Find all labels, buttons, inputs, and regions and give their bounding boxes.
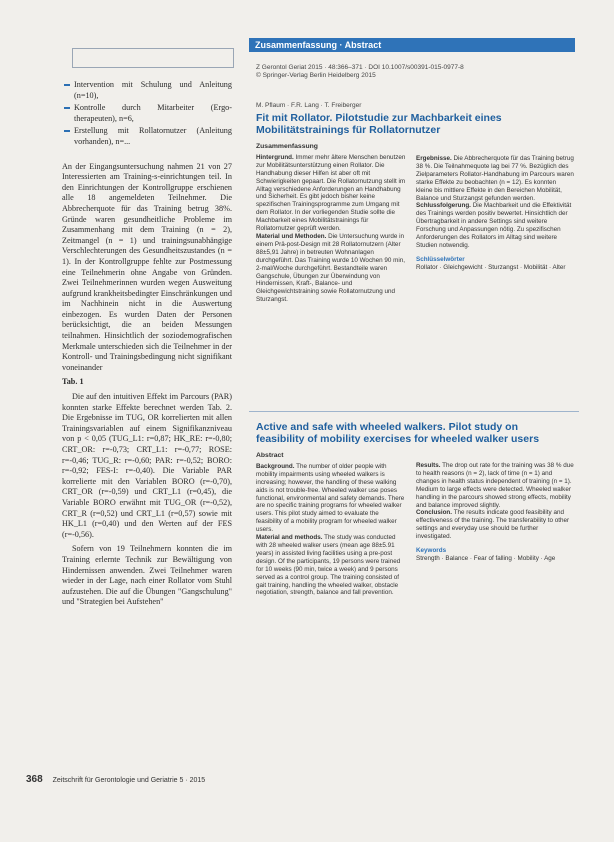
block-text: Die Abbrecherquote für das Training betrug 38 %. Die Teilnahmequote lag bei 77 %. Bezüglich des Zielparameters Rollator-Handhabung im Parcours waren starke Effekte zu beobachten (n = 12). Es konnten kleine bis mittlere Effekte in den Bereichen Mobilität, Balance und Sturzangst gefunden werden.	[416, 155, 574, 202]
section-divider	[249, 411, 579, 412]
block-label: Results.	[416, 462, 441, 469]
block-label: Conclusion.	[416, 509, 453, 517]
section-header-bar: Zusammenfassung · Abstract	[249, 38, 575, 52]
english-abstract-col2	[416, 462, 574, 563]
abstract-block	[256, 233, 406, 304]
block-text: The study was conducted with 28 wheeled walker users (mean age 88±5.91 years) in assisted living facilities using a pre-post design. Of the participants, 19 persons were trained for 10 weeks (90 min, twice a week) and 9 persons served as a control group. The training consisted of gait training, handling the wheeled walker, obstacle negotiation, strength, balance and fall prevention.	[256, 534, 401, 597]
empty-frame	[72, 48, 234, 68]
abstract-block	[416, 155, 574, 202]
german-abstract-col2	[416, 155, 574, 272]
table-reference: Tab. 1	[62, 377, 84, 387]
english-title: Active and safe with wheeled walkers. Pilot study on feasibility of mobility exercises for wheeled walker users	[256, 421, 540, 445]
abstract-block	[416, 462, 574, 509]
german-abstract-col1	[256, 143, 406, 304]
paragraph: Die auf den intuitiven Effekt im Parcours (PAR) konnten starke Effekte berechnet werden Tab. 2. Die Ergebnisse im TUG, OR korrelierten mit allen Trainingsvariablen auf einem Signifikanzniveau von p < 0,05 (TUG_L1: r=0,87; HK_RE: r=-0,80; CRT_OR: r=-0,73; CRT_L1: r=-0,77; ROSE: r=-0,46; TUG_R: r=-0,60; PAR: r=-0,52; BORO: r=-0,92; FES-I: r=-0,40). Die Variable PAR korrelierte mit den Variablen BORO (r=-0,70), CRT_OR (r=-0,59) und CRT_L1 (r=0,45), die Variable BORO erwähnt mit TUG_OR (r=-0,52), CRT_R (r=0,52) und CRT_L1 (r=0,57) sowie mit HK_L1 (r=0,40) und den Werten auf der FES (r=-0,56).	[62, 392, 232, 539]
abstract-block	[256, 463, 406, 534]
citation-line: Z Gerontol Geriat 2015 · 48:366–371 · DOI 10.1007/s00391-015-0977-8	[256, 64, 464, 71]
page-number: 368	[26, 774, 43, 785]
group-list	[62, 80, 232, 148]
block-label: Material und Methoden.	[256, 232, 327, 240]
list-item: Kontrolle durch Mitarbeiter (Ergo- therapeuten), n=6,	[62, 103, 232, 124]
english-abstract-col1	[256, 452, 406, 597]
block-text: Immer mehr ältere Menschen benutzen zur Mobilitätsunterstützung einen Rollator. Die Handhabung dieser Hilfen ist aber oft mit Schwierigkeiten gepaart. Die Rollatornutzung stellt im Alltag verschiedene Anforderungen an Handhabung und Sicherheit. Es gibt jedoch bisher keine spezifischen Trainingsprogramme zum Umgang mit dem Rollator. In der vorliegenden Studie sollte die Machbarkeit eines Mobilitätstrainings für Rollatornutzer geprüft werden.	[256, 153, 406, 233]
paragraph: Sofern von 19 Teilnehmern konnten die im Training erlernte Technik zur Bewältigung von Hindernissen anwenden. Zwei Teilnehmer waren wieder in der Lage, nach einer Rollator vom Stuhl aufzustehen. Die auf die Übungen "Gangschulung" und "Strategien bei Aufstehen"	[62, 544, 232, 607]
author-list: M. Pflaum · F.R. Lang · T. Freiberger	[256, 102, 362, 109]
block-label: Hintergrund.	[256, 153, 294, 161]
keywords-heading: Keywords	[416, 547, 447, 555]
copyright-line: © Springer-Verlag Berlin Heidelberg 2015	[256, 72, 376, 79]
abstract-heading: Zusammenfassung	[256, 143, 318, 150]
block-label: Material and methods.	[256, 534, 323, 542]
abstract-block	[416, 202, 574, 249]
block-text: The number of older people with mobility impairments using wheeled walkers is increasing; however, the handling of these walking aids is not trouble-free. Wheeled walker use poses functional, environmental and safety demands. There are no specific training programs for wheeled walker users. This pilot study aimed to evaluate the feasibility of a mobility program for wheeled walker users.	[256, 462, 405, 534]
abstract-block	[416, 509, 574, 541]
block-text: Die Machbarkeit und die Effektivität des Trainings werden positiv bewertet. Hinsichtlich der Übertragbarkeit in andere Settings sind weitere Forschung und Anpassungen nötig. Zu spezifischen Anforderungen des Rollators im Alltag sind weitere Studien notwendig.	[416, 202, 572, 249]
block-label: Schlussfolgerung.	[416, 202, 471, 210]
paragraph: An der Eingangsuntersuchung nahmen 21 von 27 Interessierten am Training-s-einrichtungen teil. In den Einrichtungen der Kontrollgruppe erschienen alle 18 angemeldeten Teilnehmer. Die Abbrecherquote für das Training betrug 38%. Gründe waren gesundheitliche Probleme im Zusammenhang mit dem Training (n = 2), Zeitmangel (n = 1) und trainingsunabhängige Verschlechterungen des Gesundheitszustandes (n = 1). In der Kontrollgruppe fehlte zur Postmessung eine Teilnehmerin ohne Angabe von Gründen. Zwei Teilnehmerinnen wurden wegen Ausweitung aufgrund krankheitsbedingter Einschränkungen und im Nachhinein nicht in die Auswertung einbezogen. Es wurden Daten der Personen berücksichtigt, die an beiden Messungen teilnahmen. Hinsichtlich der soziodemografischen Merkmale unterschieden sich die Teilnehmer in der Kontroll- und Trainingsbedingung nicht signifikant voneinander	[62, 161, 232, 372]
keywords-text: Strength · Balance · Fear of falling · Mobility · Age	[416, 554, 556, 562]
keywords-block	[416, 256, 574, 272]
keywords-heading: Schlüsselwörter	[416, 255, 465, 263]
abstract-block	[256, 154, 406, 233]
block-label: Ergebnisse.	[416, 155, 452, 162]
citation-info	[256, 64, 576, 80]
journal-name: Zeitschrift für Gerontologie und Geriatrie 5 · 2015	[52, 777, 206, 784]
block-text: The drop out rate for the training was 38 % due to health reasons (n = 2), lack of time (n = 1) and changes in health status independent of training (n = 1). Medium to large effects were detected. Wheeled walker handling in the parcours showed strong effects, mobility and balance improved slightly.	[416, 462, 574, 509]
block-text: The results indicate good feasibility and effectiveness of the training. The transferability to other settings and everyday use should be further investigated.	[416, 509, 570, 541]
list-item: Intervention mit Schulung und Anleitung (n=10),	[62, 80, 232, 101]
page-footer	[26, 774, 446, 785]
keywords-text: Rollator · Gleichgewicht · Sturzangst · Mobilität · Alter	[416, 263, 566, 271]
keywords-block	[416, 547, 574, 563]
block-text: Die Untersuchung wurde in einem Prä-post-Design mit 28 Rollatornutzern (Alter 88±5,91 Jahre) in betreuten Wohnanlagen durchgeführt. Das Training wurde 10 Wochen 90 min, 2-mal/Woche durchgeführt. Bestandteile waren Gangschule, Übungen zur Überwindung von Hindernissen, Kraft-, Balance- und Gleichgewichtstraining sowie Rollatornutzung und Sturzangst.	[256, 232, 405, 304]
main-text-column	[62, 48, 232, 612]
abstract-heading: Abstract	[256, 452, 284, 459]
german-title: Fit mit Rollator. Pilotstudie zur Machbarkeit eines Mobilitätstrainings für Rollatornutzer	[256, 112, 502, 136]
abstract-block	[256, 534, 406, 597]
list-item: Erstellung mit Rollatornutzer (Anleitung vorhanden), n=...	[62, 126, 232, 147]
block-label: Background.	[256, 462, 295, 470]
